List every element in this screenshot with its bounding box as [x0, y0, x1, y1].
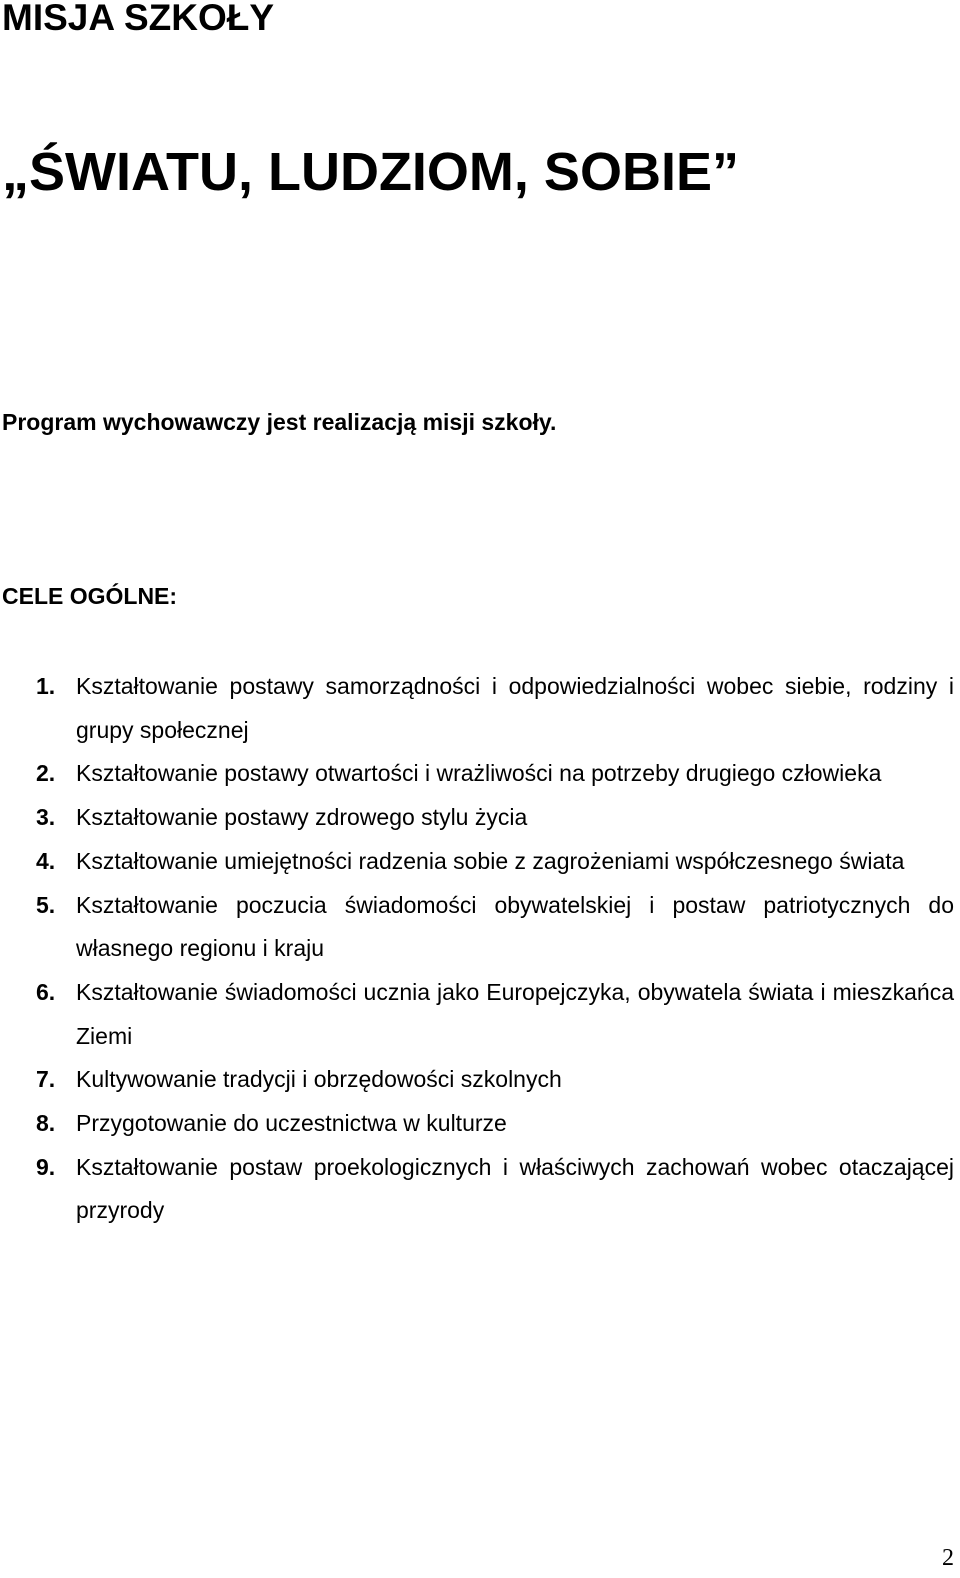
list-item-text: Kształtowanie umiejętności radzenia sobie z zagrożeniami współczesnego świata [76, 847, 905, 874]
intro-paragraph: Program wychowawczy jest realizacją misji szkoły. [2, 409, 557, 435]
list-item-text: Kształtowanie postawy samorządności i odpowiedzialności wobec siebie, rodziny i grupy społecznej [76, 673, 954, 743]
list-item-number: 9. [36, 1153, 56, 1180]
list-item-text: Kształtowanie postawy otwartości i wrażliwości na potrzeby drugiego człowieka [76, 760, 882, 787]
list-item [0, 1058, 954, 1102]
list-item-text: Kształtowanie poczucia świadomości obywatelskiej i postaw patriotycznych do własnego regionu i kraju [76, 891, 954, 962]
list-item-text: Kształtowanie świadomości ucznia jako Europejczyka, obywatela świata i mieszkańca Ziemi [76, 978, 954, 1049]
list-item-number: 5. [36, 891, 56, 918]
list-item-text: Przygotowanie do uczestnictwa w kulturze [76, 1110, 507, 1137]
list-item-number: 8. [36, 1110, 56, 1137]
list-item [0, 1146, 954, 1233]
school-motto: „ŚWIATU, LUDZIOM, SOBIE” [2, 142, 739, 202]
list-item-text: Kształtowanie postaw proekologicznych i właściwych zachowań wobec otaczającej przyrody [76, 1153, 954, 1224]
list-item-text: Kształtowanie postawy zdrowego stylu życia [76, 804, 528, 831]
list-item-number: 7. [36, 1066, 56, 1093]
goals-heading: CELE OGÓLNE: [2, 583, 178, 609]
list-item-number: 3. [36, 804, 56, 831]
list-item [0, 796, 954, 840]
list-item-text: Kultywowanie tradycji i obrzędowości szkolnych [76, 1066, 562, 1093]
list-item [0, 884, 954, 971]
list-item-number: 6. [36, 978, 56, 1005]
list-item [0, 1102, 954, 1146]
list-item [0, 840, 954, 884]
list-item [0, 752, 954, 796]
list-item-number: 2. [36, 760, 56, 787]
list-item [0, 971, 954, 1058]
goals-list [0, 665, 954, 1233]
list-item-number: 4. [36, 847, 56, 874]
page-number: 2 [942, 1545, 954, 1571]
list-item [0, 665, 954, 752]
list-item-number: 1. [36, 673, 56, 699]
document-heading: MISJA SZKOŁY [2, 0, 275, 38]
